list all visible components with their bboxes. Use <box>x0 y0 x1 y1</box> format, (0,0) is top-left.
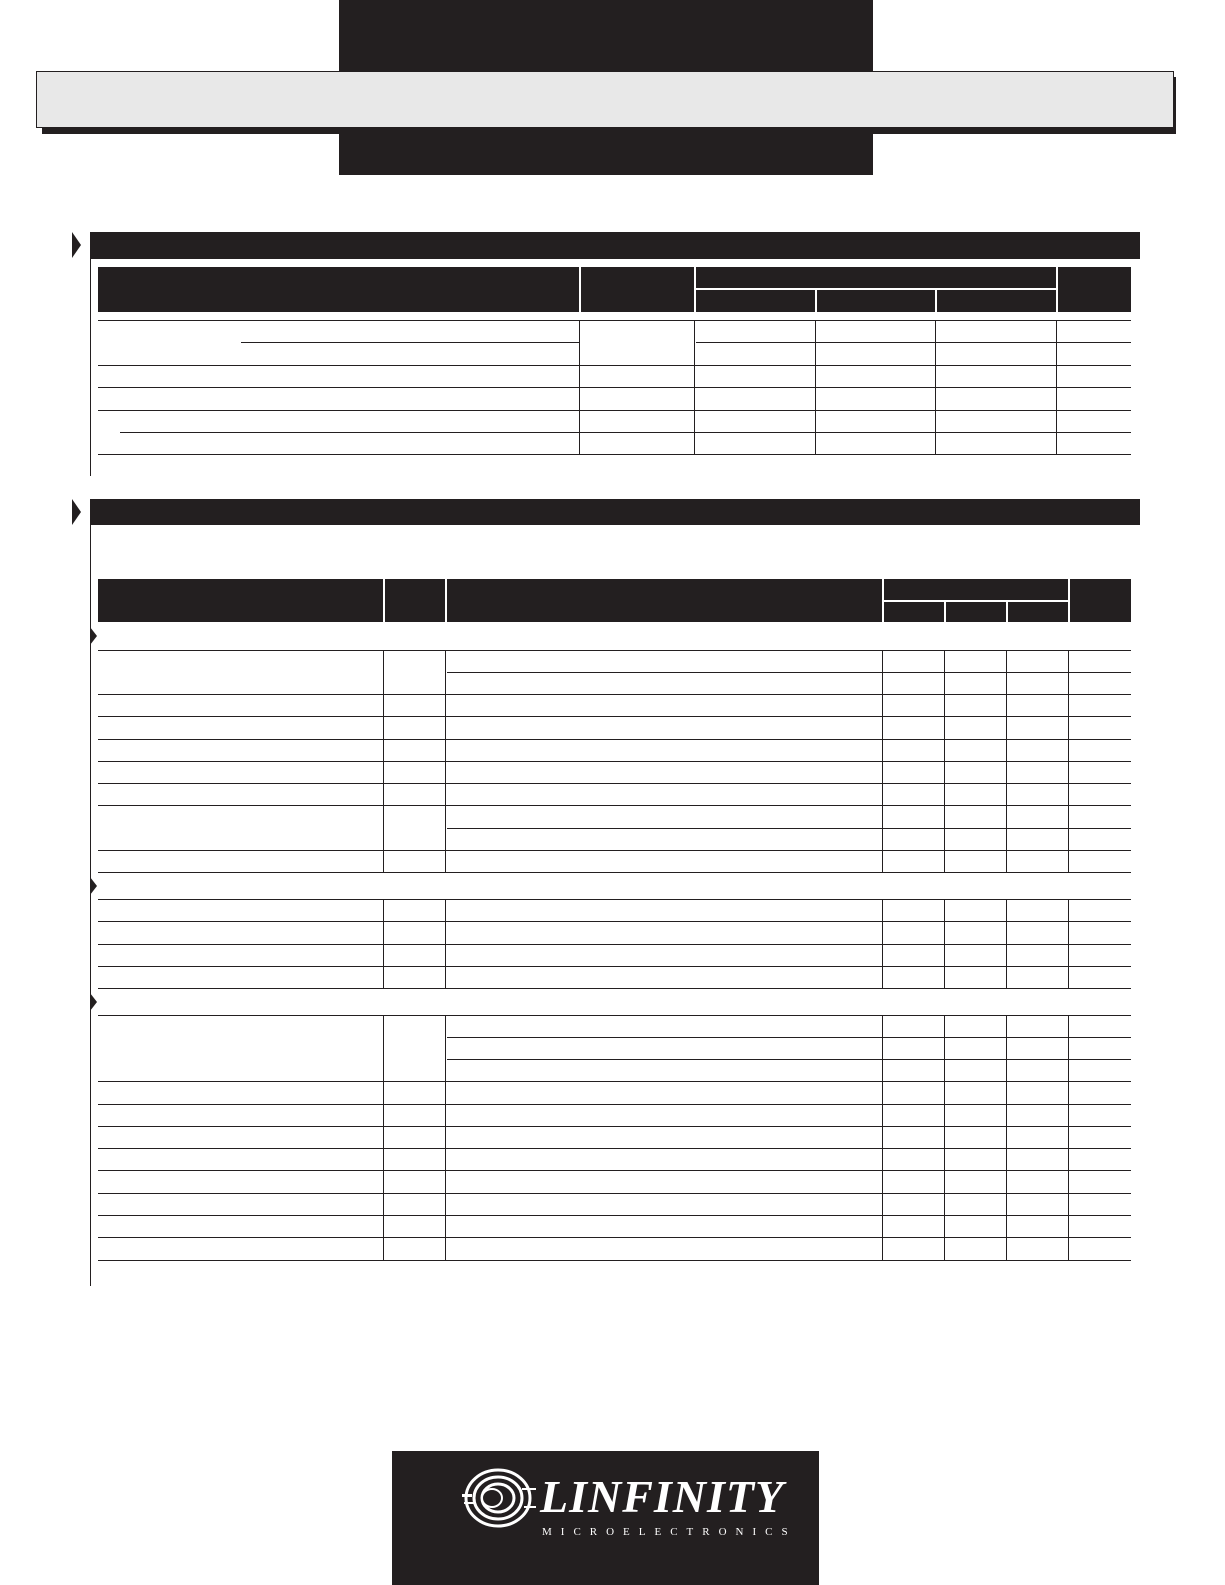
section2-col-rule <box>1006 899 1007 988</box>
section2-col-rule <box>944 650 945 872</box>
header-top-block <box>339 0 873 72</box>
section2-marker-icon <box>72 499 81 525</box>
section1-head-units <box>1058 267 1131 312</box>
section2-head-units <box>1070 579 1131 622</box>
section2-col-rule <box>944 899 945 988</box>
section2-col-rule <box>383 1015 384 1260</box>
section1-rule <box>98 387 1131 388</box>
section2-col-rule <box>944 1015 945 1260</box>
section2-rule <box>447 672 1131 673</box>
section2-rule <box>98 988 1131 989</box>
section1-rule <box>120 432 1131 433</box>
section2-title-band <box>90 499 1140 525</box>
section2-rule <box>98 850 1131 851</box>
section1-rule <box>241 342 579 343</box>
section2-rule <box>447 1037 1131 1038</box>
section2-col-rule <box>1068 650 1069 872</box>
section1-title-band <box>90 232 1140 259</box>
section2-rule <box>98 1081 1131 1082</box>
logo-brand: LINFINITY <box>540 1471 785 1522</box>
section2-head-conditions <box>447 579 882 622</box>
section1-rule <box>98 320 1131 321</box>
section1-head-param <box>98 267 579 312</box>
section2-col-rule <box>383 650 384 872</box>
section2-rule <box>98 1260 1131 1261</box>
section2-rule <box>98 944 1131 945</box>
section2-rule <box>98 716 1131 717</box>
section2-rule <box>98 1193 1131 1194</box>
section1-col-rule <box>579 320 580 454</box>
section2-rule <box>98 1215 1131 1216</box>
section2-col-rule <box>445 899 446 988</box>
section2-rule <box>98 1104 1131 1105</box>
section2-col-rule <box>882 650 883 872</box>
section1-rule <box>98 410 1131 411</box>
section1-col-rule <box>935 320 936 454</box>
section1-rule <box>98 365 1131 366</box>
group2-marker-icon <box>90 877 97 895</box>
section2-rule <box>98 1170 1131 1171</box>
section2-col-rule <box>882 1015 883 1260</box>
footer-logo-block <box>392 1451 819 1585</box>
section2-col-rule <box>1006 1015 1007 1260</box>
section2-rule <box>98 921 1131 922</box>
section2-rule <box>98 694 1131 695</box>
section1-rule <box>98 454 1131 455</box>
linfinity-swirl-icon <box>462 1466 540 1530</box>
section2-head-param <box>98 579 383 622</box>
section2-rule <box>98 805 1131 806</box>
section2-rule <box>98 1126 1131 1127</box>
section2-rule <box>98 783 1131 784</box>
section2-col-rule <box>882 899 883 988</box>
header-band <box>36 71 1174 128</box>
group1-marker-icon <box>90 627 97 645</box>
section2-rule <box>98 1015 1131 1016</box>
section2-head-typ <box>946 602 1006 622</box>
section1-rule <box>696 342 1131 343</box>
section2-rule <box>98 899 1131 900</box>
section1-left-rule <box>90 258 91 476</box>
section1-col-rule <box>694 320 695 454</box>
section1-head-sub3 <box>937 290 1056 312</box>
section2-col-rule <box>1068 899 1069 988</box>
section2-rule <box>98 872 1131 873</box>
logo-tagline: MICROELECTRONICS <box>542 1526 797 1538</box>
section1-head-symbol <box>581 267 694 312</box>
section1-head-sub2 <box>817 290 935 312</box>
section2-head-min <box>884 602 944 622</box>
header-bottom-block <box>339 134 873 175</box>
section1-col-rule <box>1056 320 1057 454</box>
section2-rule <box>447 828 1131 829</box>
section2-rule <box>447 1059 1131 1060</box>
section2-head-max <box>1008 602 1068 622</box>
section2-col-rule <box>445 650 446 872</box>
section2-rule <box>98 966 1131 967</box>
section2-rule <box>98 1237 1131 1238</box>
section2-col-rule <box>445 1015 446 1260</box>
section2-rule <box>98 739 1131 740</box>
section2-col-rule <box>1068 1015 1069 1260</box>
section2-col-rule <box>1006 650 1007 872</box>
section2-head-group <box>884 579 1068 600</box>
section2-col-rule <box>383 899 384 988</box>
section2-rule <box>98 1148 1131 1149</box>
section1-marker-icon <box>72 232 81 258</box>
section1-head-sub1 <box>696 290 815 312</box>
section1-col-rule <box>815 320 816 454</box>
section2-rule <box>98 650 1131 651</box>
group3-marker-icon <box>90 993 97 1011</box>
section1-head-group <box>696 267 1056 288</box>
section2-rule <box>98 761 1131 762</box>
section2-head-symbol <box>385 579 445 622</box>
